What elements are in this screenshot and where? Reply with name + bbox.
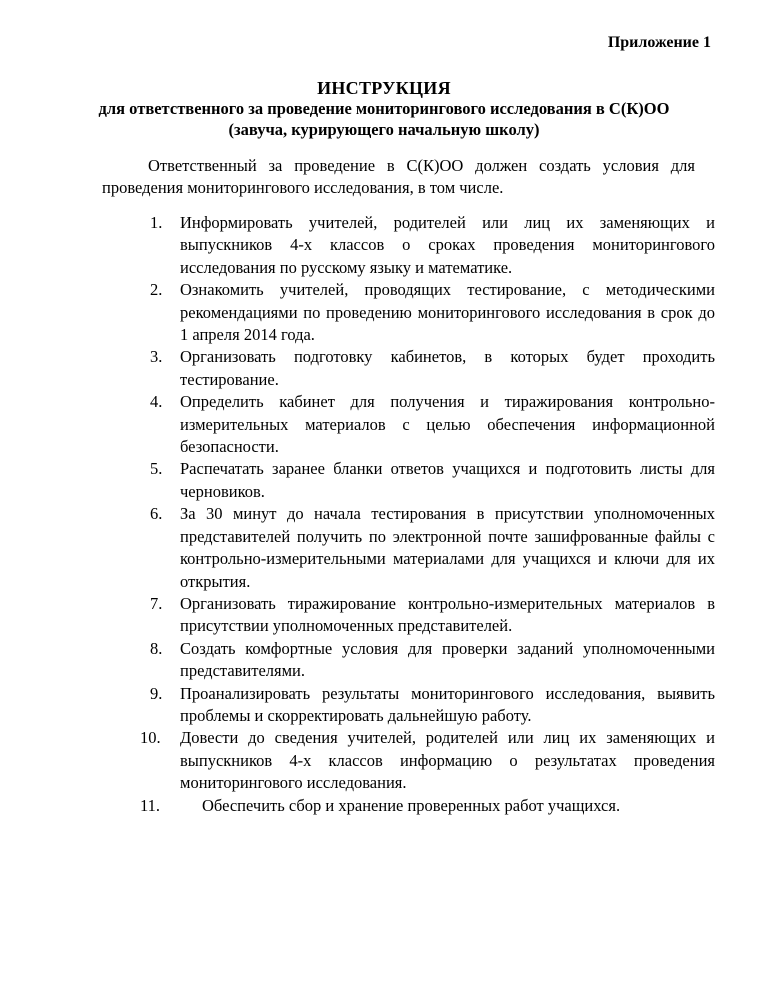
item-number: 9. [150,683,163,703]
item-number: 2. [150,280,163,300]
item-number: 8. [150,638,163,658]
list-item [150,279,715,346]
item-text: Обеспечить сбор и хранение проверенных работ учащихся. [202,795,621,815]
appendix-label: Приложение 1 [607,34,711,51]
item-number: 5. [150,459,163,479]
item-text: Информировать учителей, родителей или лиц их заменяющих и выпускников 4-х классов о сроках проведения мониторингового исследования по русскому языку и математике. [180,213,715,277]
item-number: 1. [150,213,163,232]
item-text: Организовать подготовку кабинетов, в которых будет проходить тестирование. [180,347,715,389]
item-text: Распечатать заранее бланки ответов учащихся и подготовить листы для черновиков. [180,459,715,501]
item-number: 11. [140,795,161,815]
list-item [150,458,715,503]
list-item [150,346,715,391]
document-subtitle: для ответственного за проведение мониторингового исследования в С(К)ОО (завуча, курирующего начальную школу) [98,99,670,139]
item-text: За 30 минут до начала тестирования в присутствии уполномоченных представителей получить по электронной почте зашифрованные файлы с контрольно-измерительными материалами для учащихся и ключи для их открытия. [180,504,715,591]
item-text: Организовать тиражирование контрольно-измерительных материалов в присутствии уполномоченных представителей. [180,593,715,636]
instruction-list [140,212,715,817]
item-number: 3. [150,347,163,367]
item-number: 7. [150,593,163,613]
item-text: Ознакомить учителей, проводящих тестирование, с методическими рекомендациями по проведению мониторингового исследования в срок до 1 апреля 2014 года. [180,280,715,345]
list-item [150,638,715,683]
item-text: Проанализировать результаты мониторингового исследования, выявить проблемы и скорректировать дальнейшую работу. [180,683,715,725]
list-item [150,212,715,279]
list-item [150,391,715,458]
item-text: Определить кабинет для получения и тиражирования контрольно-измерительных материалов с целью обеспечения информационной безопасности. [180,392,715,457]
document-title: ИНСТРУКЦИЯ [317,78,451,98]
item-text: Создать комфортные условия для проверки заданий уполномоченными представителями. [180,638,715,681]
list-item [140,727,715,794]
item-text: Довести до сведения учителей, родителей или лиц их заменяющих и выпускников 4-х классов информацию о результатах проведения мониторингового исследования. [180,728,715,793]
list-item [140,795,715,817]
item-number: 6. [150,504,163,524]
item-number: 10. [140,728,161,748]
item-number: 4. [150,392,163,412]
list-item [150,683,715,728]
list-item [150,503,715,593]
intro-paragraph: Ответственный за проведение в С(К)ОО должен создать условия для проведения мониторингового исследования, в том числе. [102,156,695,197]
list-item [150,593,715,638]
